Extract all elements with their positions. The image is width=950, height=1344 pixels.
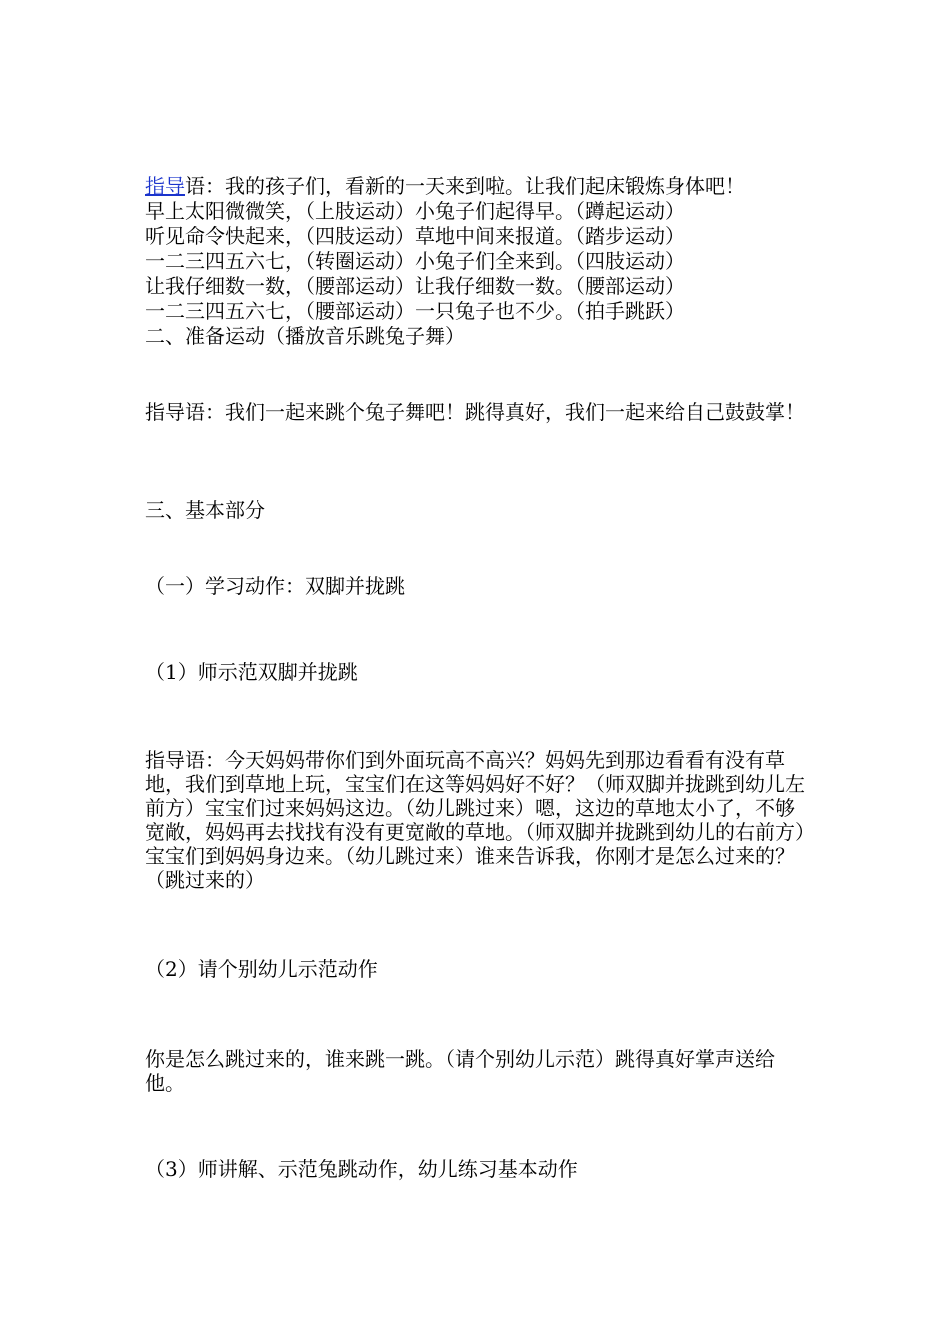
step-1-heading: （1）师示范双脚并拢跳 [145,660,358,684]
step-2-heading: （2）请个别幼儿示范动作 [145,957,378,981]
section-heading-basic: 三、基本部分 [145,498,265,522]
section-heading-warmup: 二、准备运动（播放音乐跳兔子舞） [145,324,465,348]
intro-first-line-text: 语：我的孩子们，看新的一天来到啦。让我们起床锻炼身体吧！ [185,174,745,198]
step-2-paragraph: 你是怎么跳过来的，谁来跳一跳。（请个别幼儿示范）跳得真好掌声送给他。 [145,1047,775,1095]
demo-guide-paragraph: 指导语：今天妈妈带你们到外面玩高不高兴？妈妈先到那边看看有没有草地，我们到草地上玩，宝宝们在这等妈妈好不好？（师双脚并拢跳到幼儿左前方）宝宝们过来妈妈这边。（幼儿跳过来）嗯，这边的草地太小了，不够宽敞，妈妈再去找找有没有更宽敞的草地。（师双脚并拢跳到幼儿的右前方）宝宝们到妈妈身边来。（幼儿跳过来）谁来告诉我，你刚才是怎么过来的？（跳过来的） [145,748,805,892]
exercise-line-1: 早上太阳微微笑，（上肢运动）小兔子们起得早。（蹲起运动） [145,199,685,223]
warmup-guide-paragraph: 指导语：我们一起来跳个兔子舞吧！跳得真好，我们一起来给自己鼓鼓掌！ [145,400,805,424]
exercise-line-2: 听见命令快起来，（四肢运动）草地中间来报道。（踏步运动） [145,224,685,248]
subsection-heading-jump: （一）学习动作：双脚并拢跳 [145,574,405,598]
intro-first-line [145,174,825,198]
guide-link[interactable]: 指导 [145,174,185,198]
exercise-line-4: 让我仔细数一数，（腰部运动）让我仔细数一数。（腰部运动） [145,274,685,298]
exercise-line-5: 一二三四五六七，（腰部运动）一只兔子也不少。（拍手跳跃） [145,299,685,323]
exercise-line-3: 一二三四五六七，（转圈运动）小兔子们全来到。（四肢运动） [145,249,685,273]
step-3-heading: （3）师讲解、示范兔跳动作，幼儿练习基本动作 [145,1157,578,1181]
